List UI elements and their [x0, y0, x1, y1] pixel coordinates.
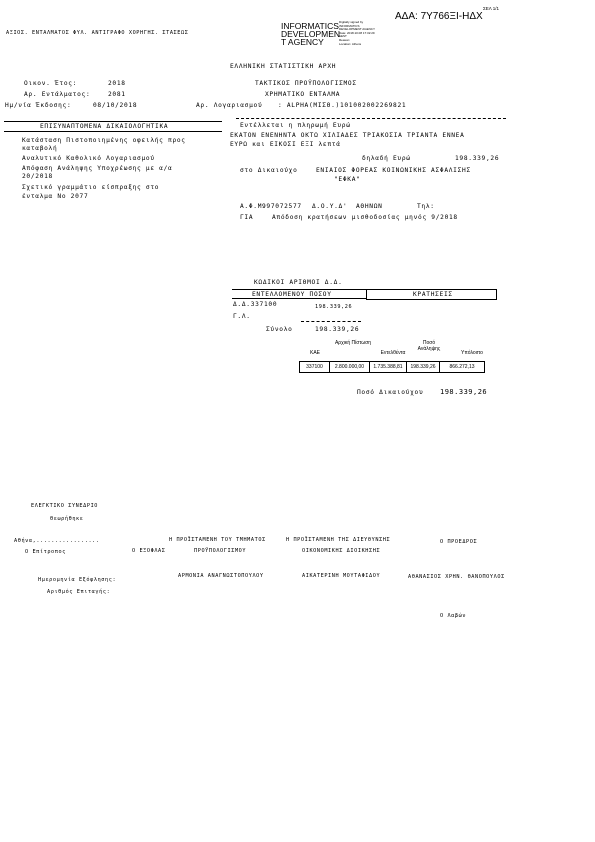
- account-label: Αρ. Λογαριασμού: [196, 102, 263, 109]
- amount-table: [299, 361, 485, 373]
- sum-rule: [301, 321, 361, 322]
- authority-title: ΕΛΛΗΝΙΚΗ ΣΤΑΤΙΣΤΙΚΗ ΑΡΧΗ: [230, 63, 337, 70]
- codes-col-deductions: ΚΡΑΤΗΣΕΙΣ: [413, 291, 453, 298]
- col-commitment-amount: Ποσό Ανάληψης: [417, 340, 441, 352]
- auditor-title: Ο Επίτροπος: [25, 549, 66, 555]
- total-label: Σύνολο: [266, 326, 293, 333]
- amount-words-line1: ΕΚΑΤΟΝ ΕΝΕΝΗΝΤΑ ΟΚΤΩ ΧΙΛΙΑΔΕΣ ΤΡΙΑΚΟΣΙΑ ΤΡΙΑΝΤΑ ΕΝΝΕΑ: [230, 132, 465, 139]
- doc-item: Κατάσταση Πιστοποιημένης οφειλής προς: [22, 137, 186, 144]
- doc-item: Απόφαση Ανάληψης Υποχρέωσης με α/α: [22, 165, 173, 172]
- table-row: [300, 362, 485, 373]
- sig-note-line: INFORMATICS: [339, 23, 360, 28]
- account-number: : ALPHA(ΜΙΣΘ.)101002002269821: [278, 102, 407, 109]
- order-intro: Εντέλλεται η πληρωμή Ευρώ: [240, 122, 351, 129]
- doc-item: Σχετικό γραμμάτιο είσπραξης στο: [22, 184, 160, 191]
- athens-date: Αθήνα,.................: [14, 538, 100, 544]
- logo-line2: DEVELOPMEN: [281, 29, 341, 39]
- admin-title-sig: ΟΙΚΟΝΟΜΙΚΗΣ ΔΙΟΙΚΗΣΗΣ: [302, 548, 381, 554]
- purpose-label: ΓΙΑ: [240, 214, 254, 221]
- dd-amount: 198.339,26: [315, 304, 353, 310]
- audit-checked: Θεωρήθηκε: [50, 516, 84, 522]
- purpose-text: Απόδοση κρατήσεων μισθοδοσίας μηνός 9/2018: [272, 214, 458, 221]
- sig-note-line: Location: Athens: [339, 41, 362, 46]
- sig-note-line: EEST: [339, 34, 347, 39]
- codes-heading: ΚΩΔΙΚΟΙ ΑΡΙΘΜΟΙ Δ.Δ.: [254, 279, 343, 286]
- budget-title: ΤΑΚΤΙΚΟΣ ΠΡΟΫΠΟΛΟΓΙΣΜΟΣ: [255, 80, 357, 87]
- doc-item: ένταλμα Νο 2077: [22, 193, 89, 200]
- doy-label: Δ.Ο.Υ.Δ': [312, 203, 348, 210]
- audit-court-label: ΕΛΕΓΚΤΙΚΟ ΣΥΝΕΔΡΙΟ: [31, 503, 99, 509]
- amount-label: δηλαδή Ευρώ: [362, 155, 411, 162]
- col-committed: Εντελθέντα: [380, 350, 406, 356]
- sig-note-line: Date: 2018.10.08 17:32:29: [339, 30, 375, 35]
- signature-logo: [281, 22, 340, 46]
- warrant-no-label: Αρ. Εντάλματος:: [24, 91, 91, 98]
- cell-committed: 1.735.388,81: [370, 362, 407, 373]
- head-directorate-title: Η ΠΡΟΪΣΤΑΜΕΝΗ ΤΗΣ ΔΙΕΥΘΥΝΣΗΣ: [286, 537, 391, 543]
- doc-item: Αναλυτικό Καθολικό Λογαριασμού: [22, 155, 155, 162]
- cell-initial-credit: 2.800.000,00: [330, 362, 370, 373]
- sig-note-line: Digitally signed by: [339, 20, 364, 24]
- signer-name-2: ΑΙΚΑΤΕΡΙΝΗ ΜΟΥΤΑΦΙΔΟΥ: [302, 573, 381, 579]
- gl-code: Γ.Λ.: [233, 313, 251, 320]
- head-department-title: Η ΠΡΟΪΣΤΑΜΕΝΗ ΤΟΥ ΤΜΗΜΑΤΟΣ: [169, 537, 266, 543]
- beneficiary-short: "ΕΦΚΑ": [334, 176, 361, 183]
- afm-value: 997072577: [262, 203, 302, 210]
- docs-bottom-rule: [4, 131, 222, 132]
- col-kae: ΚΑΕ: [309, 350, 320, 356]
- copy-label-line: ΑΞΙΟΣ. ΕΝΤΑΛΜΑΤΟΣ ΦΥΛ. ΑΝΤΙΓΡΑΦΟ ΧΟΡΗΓΗΣ. ΣΤΑΣΕΩΣ: [6, 30, 189, 36]
- check-no-label: Αριθμός Επιταγής:: [47, 589, 111, 595]
- receiver-label: Ο Λαβών: [440, 613, 467, 619]
- budget-title-sig: ΠΡΟΫΠΟΛΟΓΙΣΜΟΥ: [194, 548, 247, 554]
- cell-balance: 866.272,13: [440, 362, 485, 373]
- digital-signature-note: [339, 21, 375, 46]
- logo-line3: T AGENCY: [281, 37, 324, 47]
- afm-label: Α.Φ.Μ.: [240, 203, 267, 210]
- doc-item: καταβολή: [22, 145, 58, 152]
- col-balance: Υπόλοιπο: [461, 350, 483, 356]
- payable-value: 198.339,26: [440, 388, 488, 396]
- cell-kae: 337100: [300, 362, 330, 373]
- doc-item: 20/2018: [22, 173, 53, 180]
- issue-date-label: Ημ/νία Έκδοσης:: [5, 102, 72, 109]
- page-indicator: ΣΕΛ 1/1: [483, 6, 500, 11]
- docs-top-rule: [4, 121, 222, 122]
- codes-rule-2: [232, 298, 366, 299]
- cell-commitment-amount: 198.339,26: [407, 362, 440, 373]
- payable-label: Ποσό Δικαιούχου: [357, 389, 424, 396]
- signer-name-1: ΑΡΜΟΝΙΑ ΑΝΑΓΝΩΣΤΟΠΟΥΛΟΥ: [178, 573, 264, 579]
- beneficiary-label: στο Δικαιούχο: [240, 167, 298, 174]
- payment-date-label: Ημερομηνία Εξόφλησης:: [38, 577, 117, 583]
- warrant-no: 2081: [108, 91, 126, 98]
- ada-code: ΑΔΑ: 7Υ766ΞΙ-ΗΔΧ: [395, 11, 483, 22]
- docs-heading: ΕΠΙΣΥΝΑΠΤΟΜΕΝΑ ΔΙΚΑΙΟΛΟΓΗΤΙΚΑ: [40, 123, 169, 130]
- dd-code: Δ.Δ.337100: [233, 301, 278, 308]
- examiner-title: Ο ΕΞΟΦΛΑΣ: [132, 548, 166, 554]
- doy-value: ΑΘΗΝΩΝ: [356, 203, 383, 210]
- signer-name-3: ΑΘΑΝΑΣΙΟΣ ΧΡΗΝ. ΘΑΝΟΠΟΥΛΟΣ: [408, 574, 505, 580]
- fiscal-year: 2018: [108, 80, 126, 87]
- warrant-title: ΧΡΗΜΑΤΙΚΟ ΕΝΤΑΛΜΑ: [265, 91, 341, 98]
- amount-value: 198.339,26: [455, 155, 500, 162]
- sig-note-line: DEVELOPMENT AGENCY: [339, 27, 375, 32]
- col-initial-credit: Αρχική Πίστωση: [334, 340, 372, 346]
- beneficiary-name: ΕΝΙΑΙΟΣ ΦΟΡΕΑΣ ΚΟΙΝΩΝΙΚΗΣ ΑΣΦΑΛΙΣΗΣ: [316, 167, 471, 174]
- issue-date: 08/10/2018: [93, 102, 138, 109]
- amount-words-line2: ΕΥΡΩ και ΕΙΚΟΣΙ ΕΞΙ λεπτά: [230, 141, 341, 148]
- codes-rule: [232, 289, 366, 290]
- president-title: Ο ΠΡΟΕΔΡΟΣ: [440, 539, 478, 545]
- logo-line1: INFORMATICS: [281, 21, 339, 31]
- total-value: 198.339,26: [315, 326, 360, 333]
- sig-note-line: Reason:: [339, 37, 351, 42]
- phone-label: Τηλ:: [417, 203, 435, 210]
- codes-col-requested: ΕΝΤΕΛΛΟΜΕΝΟΥ ΠΟΣΟΥ: [252, 291, 332, 298]
- fiscal-year-label: Οικον. Έτος:: [24, 80, 78, 87]
- order-top-rule: [236, 118, 506, 119]
